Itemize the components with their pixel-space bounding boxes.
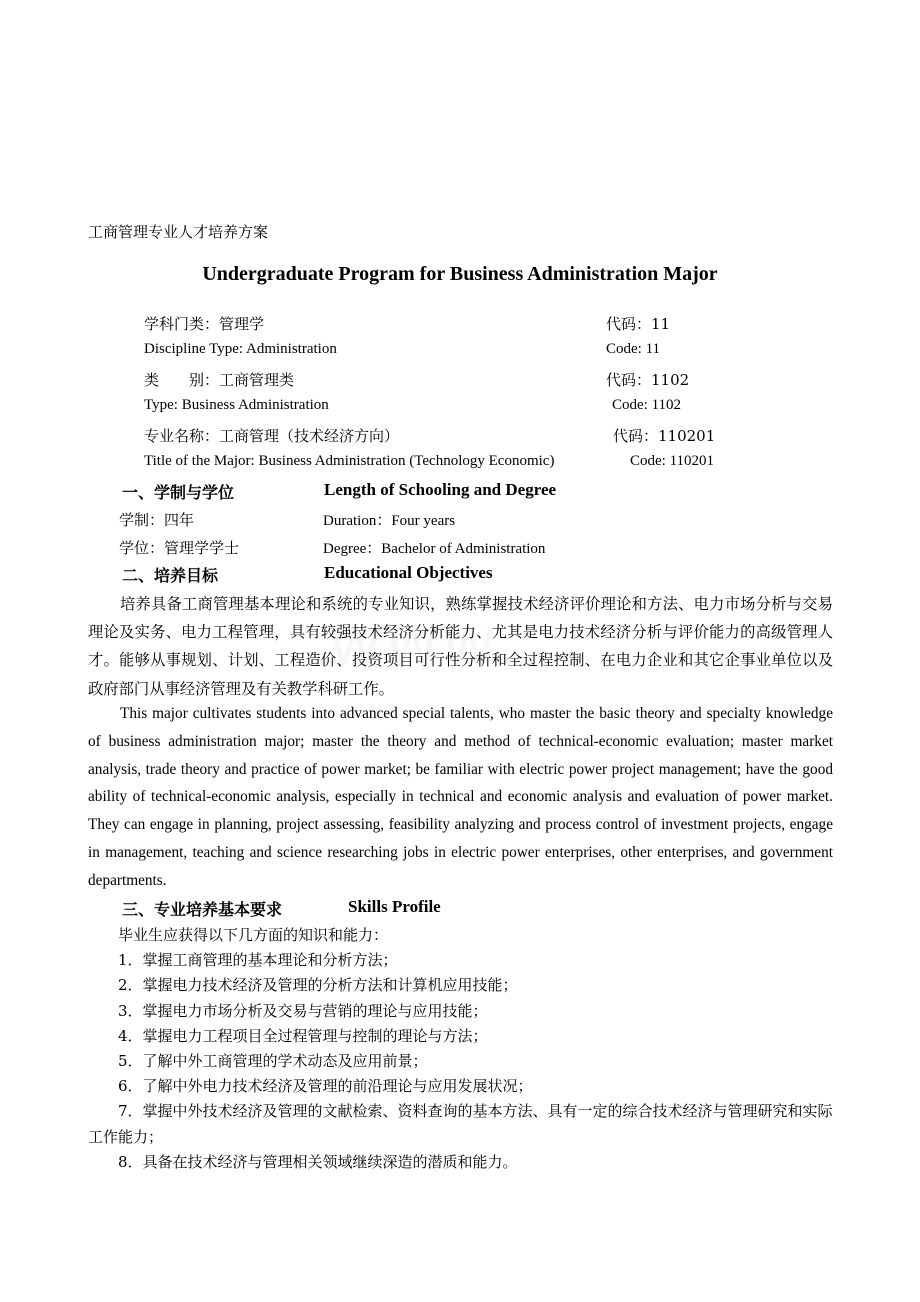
section2-heading-cn: 二、培养目标 — [122, 566, 219, 585]
list-item: 3．掌握电力市场分析及交易与营销的理论与应用技能； — [118, 1001, 488, 1020]
major-cn-label: 专业名称：工商管理（技术经济方向） — [144, 427, 400, 445]
objectives-paragraph-cn: 培养具备工商管理基本理论和系统的专业知识，熟练掌握技术经济评价理论和方法、电力市场分析与交易理论及实务、电力工程管理，具有较强技术经济分析能力、尤其是电力技术经济分析与评价能力的高级管理人才。能够从事规划、计划、工程造价、投资项目可行性分析和全过程控制、在电力企业和其它企事业单位以及政府部门从事经济管理及有关教学科研工作。 — [88, 595, 833, 698]
list-item: 7．掌握中外技术经济及管理的文献检索、资料查询的基本方法、具有一定的综合技术经济与管理研究和实际工作能力； — [88, 1102, 833, 1146]
major-en-label: Title of the Major: Business Administration (Technology Economic) — [144, 453, 555, 469]
section1-heading-cn: 一、学制与学位 — [122, 483, 235, 502]
section3-heading-cn: 三、专业培养基本要求 — [122, 900, 283, 919]
type-en-code: Code: 1102 — [612, 397, 682, 413]
objectives-paragraph-en: This major cultivates students into advanced special talents, who master the basic theory and specialty knowledge of business administration major; master the theory and method of technical-economic evaluation; master market analysis, trade theory and practice of power market; be familiar with electric power project management; have the good ability of technical-economic analysis, especially in technical and economic analysis and evaluation of power market. They can engage in planning, project assessing, feasibility analyzing and process control of investment projects, engage in management, teaching and science researching jobs in electric power enterprises, other enterprises, and government departments. — [88, 705, 833, 889]
skills-intro: 毕业生应获得以下几方面的知识和能力： — [118, 926, 389, 944]
section2-heading-en: Educational Objectives — [324, 563, 493, 582]
discipline-en-label: Discipline Type: Administration — [144, 341, 337, 357]
document-title-en: Undergraduate Program for Business Administration Major — [202, 263, 718, 285]
degree-cn: 学位：管理学学士 — [119, 539, 240, 557]
duration-cn: 学制：四年 — [119, 511, 195, 529]
discipline-cn-code: 代码：11 — [606, 315, 671, 333]
list-item: 4．掌握电力工程项目全过程管理与控制的理论与方法； — [118, 1026, 488, 1045]
type-en-label: Type: Business Administration — [144, 397, 329, 413]
section1-heading-en: Length of Schooling and Degree — [324, 480, 557, 499]
skills-list — [88, 923, 833, 1175]
type-cn-code: 代码：1102 — [606, 371, 690, 389]
document-title-cn: 工商管理专业人才培养方案 — [88, 223, 269, 241]
duration-en: Duration：Four years — [323, 513, 456, 529]
major-cn-code: 代码：110201 — [613, 427, 716, 445]
discipline-cn-label: 学科门类：管理学 — [144, 315, 265, 333]
list-item: 8．具备在技术经济与管理相关领域继续深造的潜质和能力。 — [118, 1152, 518, 1171]
discipline-en-code: Code: 11 — [606, 341, 661, 357]
type-cn-label: 类 别：工商管理类 — [144, 371, 295, 389]
list-item: 6．了解中外电力技术经济及管理的前沿理论与应用发展状况； — [118, 1077, 533, 1096]
major-en-code: Code: 110201 — [630, 453, 715, 469]
section3-heading-en: Skills Profile — [348, 897, 441, 916]
list-item: 5．了解中外工商管理的学术动态及应用前景； — [118, 1052, 428, 1071]
list-item: 1．掌握工商管理的基本理论和分析方法； — [118, 951, 398, 970]
degree-en: Degree：Bachelor of Administration — [323, 541, 546, 557]
list-item: 2．掌握电力技术经济及管理的分析方法和计算机应用技能； — [118, 976, 518, 995]
